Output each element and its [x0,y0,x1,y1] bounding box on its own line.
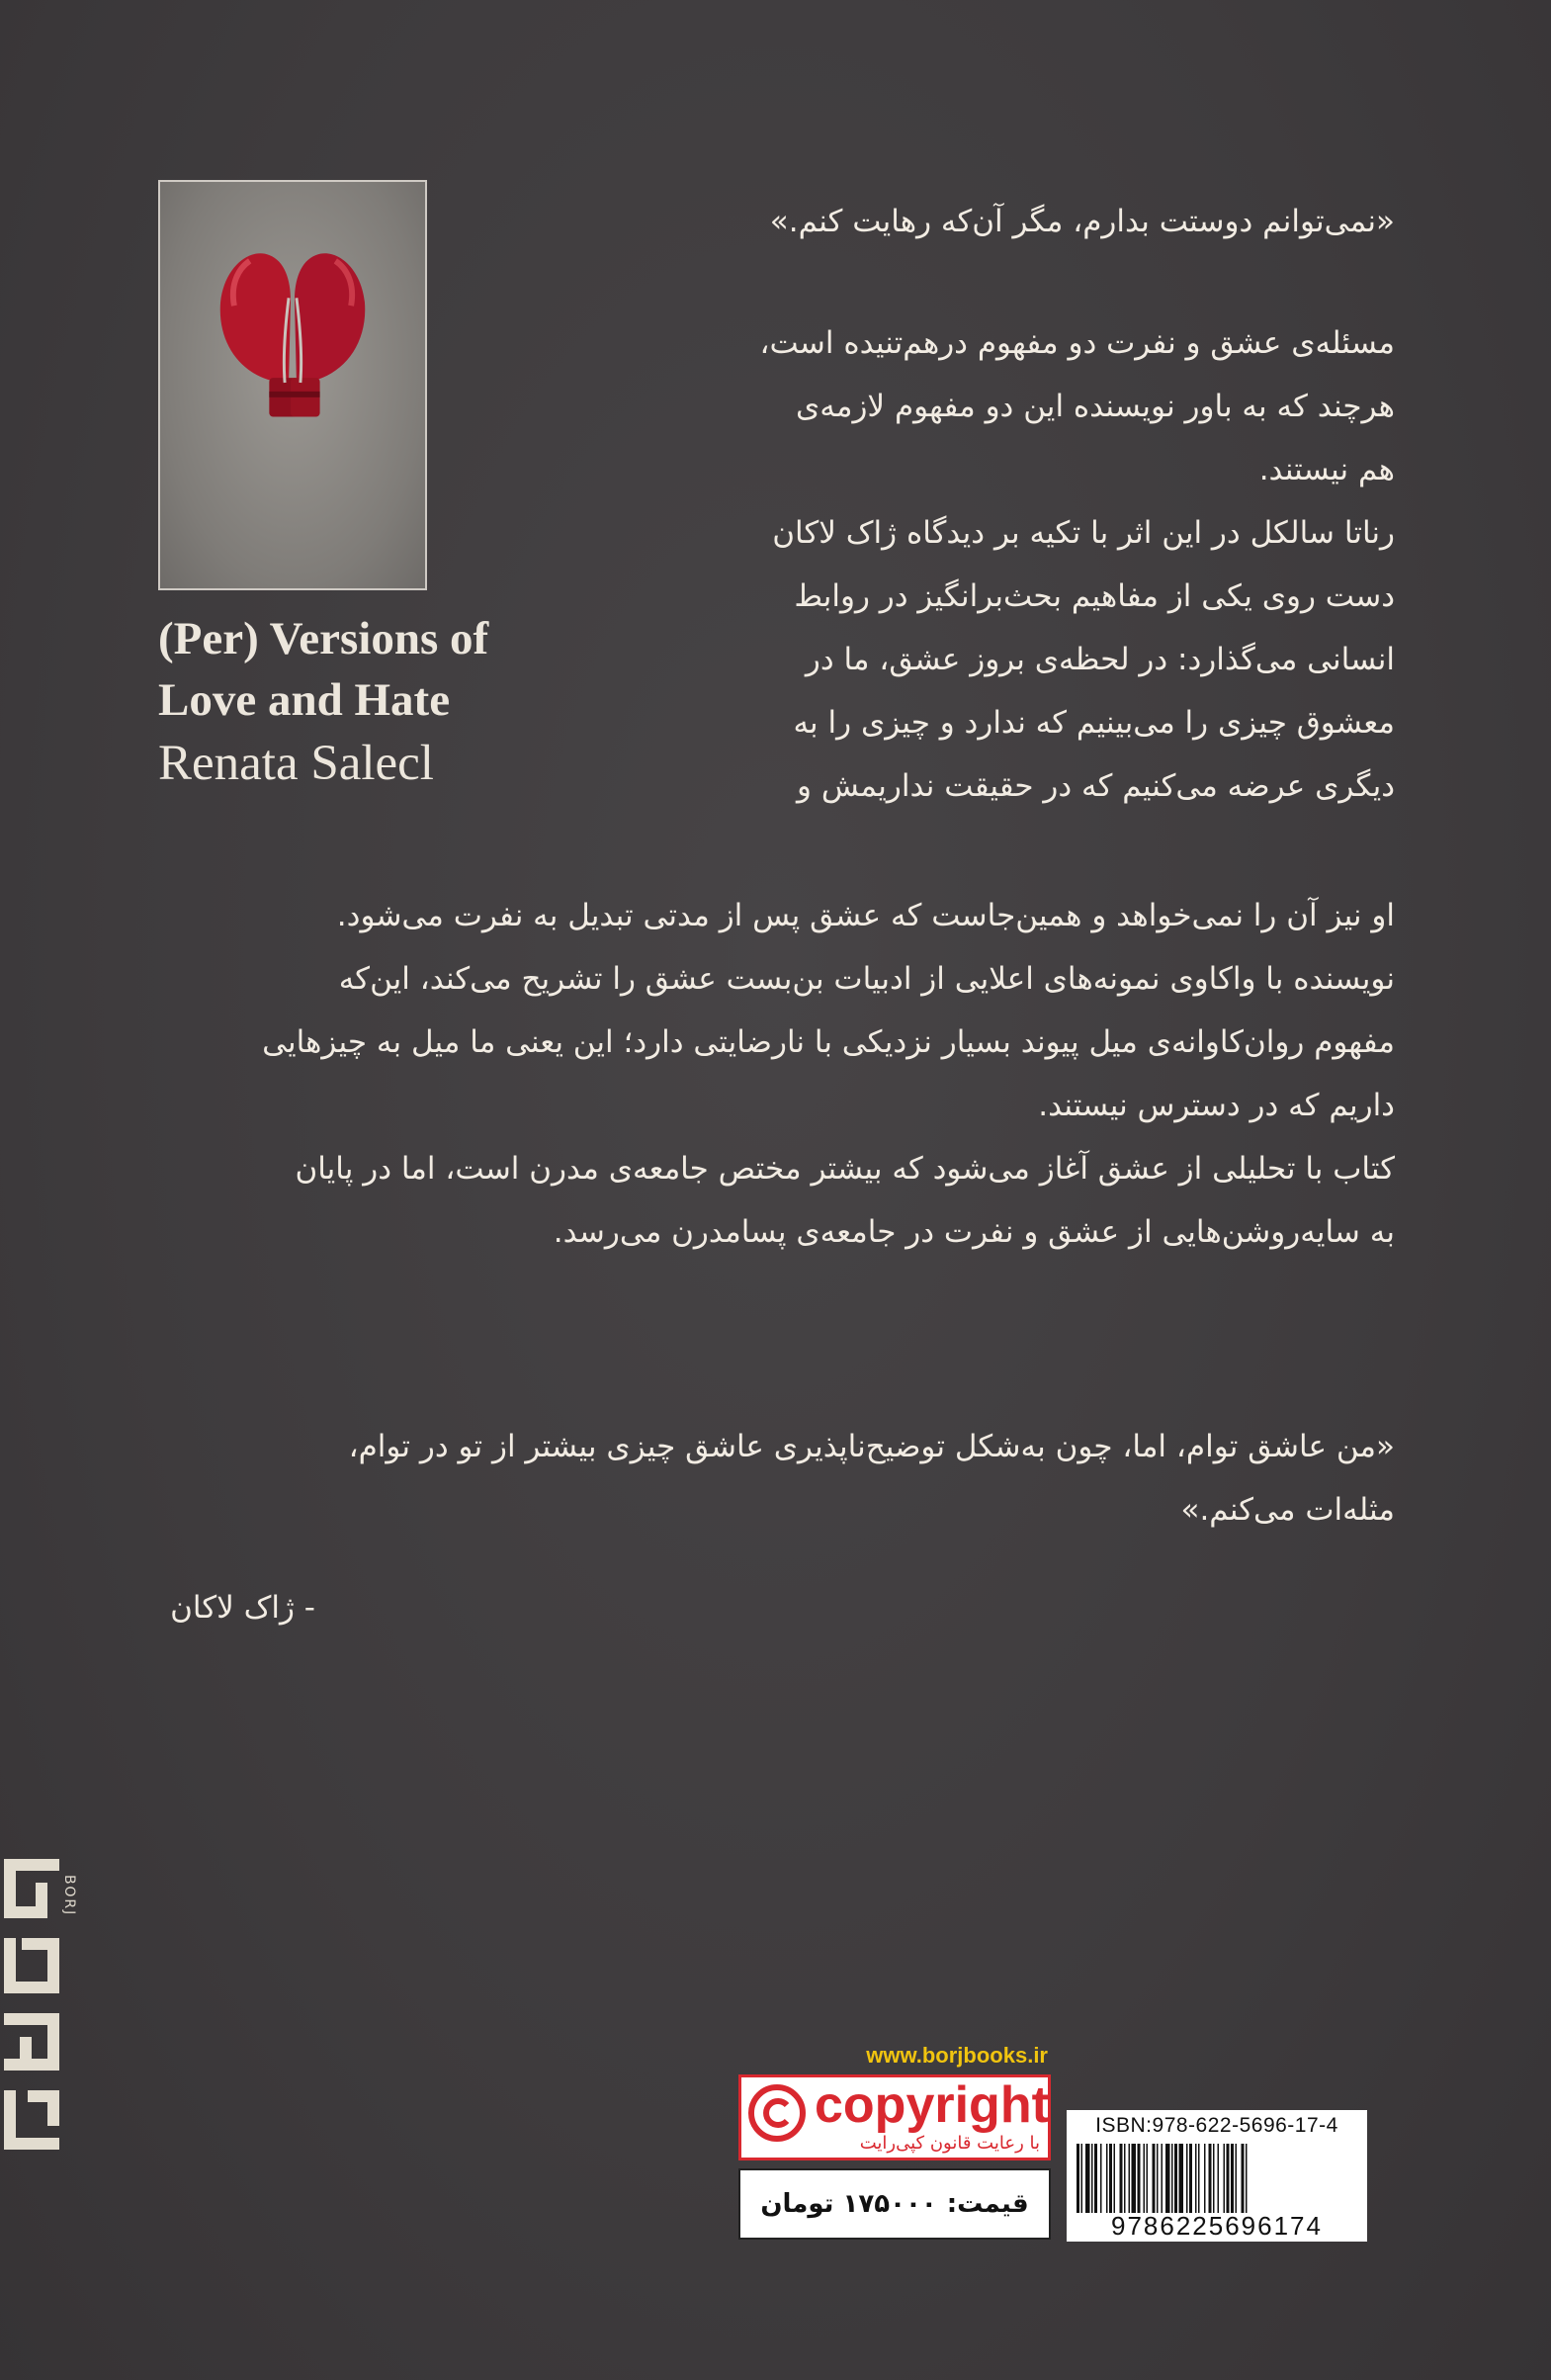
text-line: دیگری عرضه می‌کنیم که در حقیقت نداریمش و [797,768,1395,804]
english-author: Renata Salecl [158,736,434,791]
text-line: انسانی می‌گذارد: در لحظه‌ی بروز عشق، ما در [805,642,1395,677]
english-title-line2: Love and Hate [158,674,451,726]
text-line: هم نیستند. [1258,452,1395,487]
quote-top: «نمی‌توانم دوستت بدارم، مگر آن‌که رهایت کنم.» [769,204,1395,239]
quote-signature: - ژاک لاکان [170,1590,315,1626]
isbn-label: ISBN:978-622-5696-17-4 [1095,2114,1338,2137]
text-line: او نیز آن را نمی‌خواهد و همین‌جاست که عشق پس از مدتی تبدیل به نفرت می‌شود. [336,898,1395,933]
text-line: رناتا سالکل در این اثر با تکیه بر دیدگاه ژاک لاکان [772,515,1395,551]
copyright-icon [747,2083,807,2143]
copyright-word: copyright [815,2076,1049,2134]
quote-bottom [349,1415,1395,1542]
barcode-number: 9786225696174 [1111,2211,1323,2241]
barcode-icon [1073,2144,1361,2213]
description-paragraph-1 [759,311,1395,818]
cover-thumbnail [158,180,427,590]
copyright-subtitle: با رعایت قانون کپی‌رایت [859,2133,1040,2154]
text-line: مسئله‌ی عشق و نفرت دو مفهوم درهم‌تنیده است، [759,325,1395,361]
price-value: ۱۷۵۰۰۰ تومان [760,2189,937,2219]
text-line: دست روی یکی از مفاهیم بحث‌برانگیز در روابط [794,578,1395,614]
copyright-badge [738,2074,1051,2160]
text-line: نویسنده با واکاوی نمونه‌های اعلایی از ادبیات بن‌بست عشق را تشریح می‌کند، این‌که [338,961,1395,997]
text-line: مفهوم روان‌کاوانه‌ی میل پیوند بسیار نزدیکی با نارضایتی دارد؛ این یعنی ما میل به چیزهایی [262,1024,1395,1060]
text-line: به سایه‌روشن‌هایی از عشق و نفرت در جامعه‌ی پسامدرن می‌رسد. [553,1214,1395,1250]
isbn-barcode-block [1067,2110,1367,2242]
boxing-gloves-heart-icon [160,182,425,588]
publisher-logo-text: BORJ [61,1875,77,1917]
description-paragraph-2 [262,884,1395,1264]
price-box [738,2168,1051,2240]
price-label: قیمت: [946,2189,1029,2219]
publisher-website[interactable]: www.borjbooks.ir [866,2043,1048,2068]
text-line: کتاب با تحلیلی از عشق آغاز می‌شود که بیشتر مختص جامعه‌ی مدرن است، اما در پایان [295,1151,1395,1187]
publisher-logo-icon [0,1859,69,2156]
text-line: «من عاشق توام، اما، چون به‌شکل توضیح‌ناپذیری عاشق چیزی بیشتر از تو در توام، [348,1429,1395,1464]
text-line: هرچند که به باور نویسنده این دو مفهوم لازمه‌ی [795,389,1395,424]
text-line: مثله‌ات می‌کنم.» [1180,1492,1395,1528]
text-line: معشوق چیزی را می‌بینیم که ندارد و چیزی را به [793,705,1395,741]
english-title-line1: (Per) Versions of [158,613,489,664]
text-line: داریم که در دسترس نیستند. [1038,1088,1395,1123]
english-title [158,608,573,731]
